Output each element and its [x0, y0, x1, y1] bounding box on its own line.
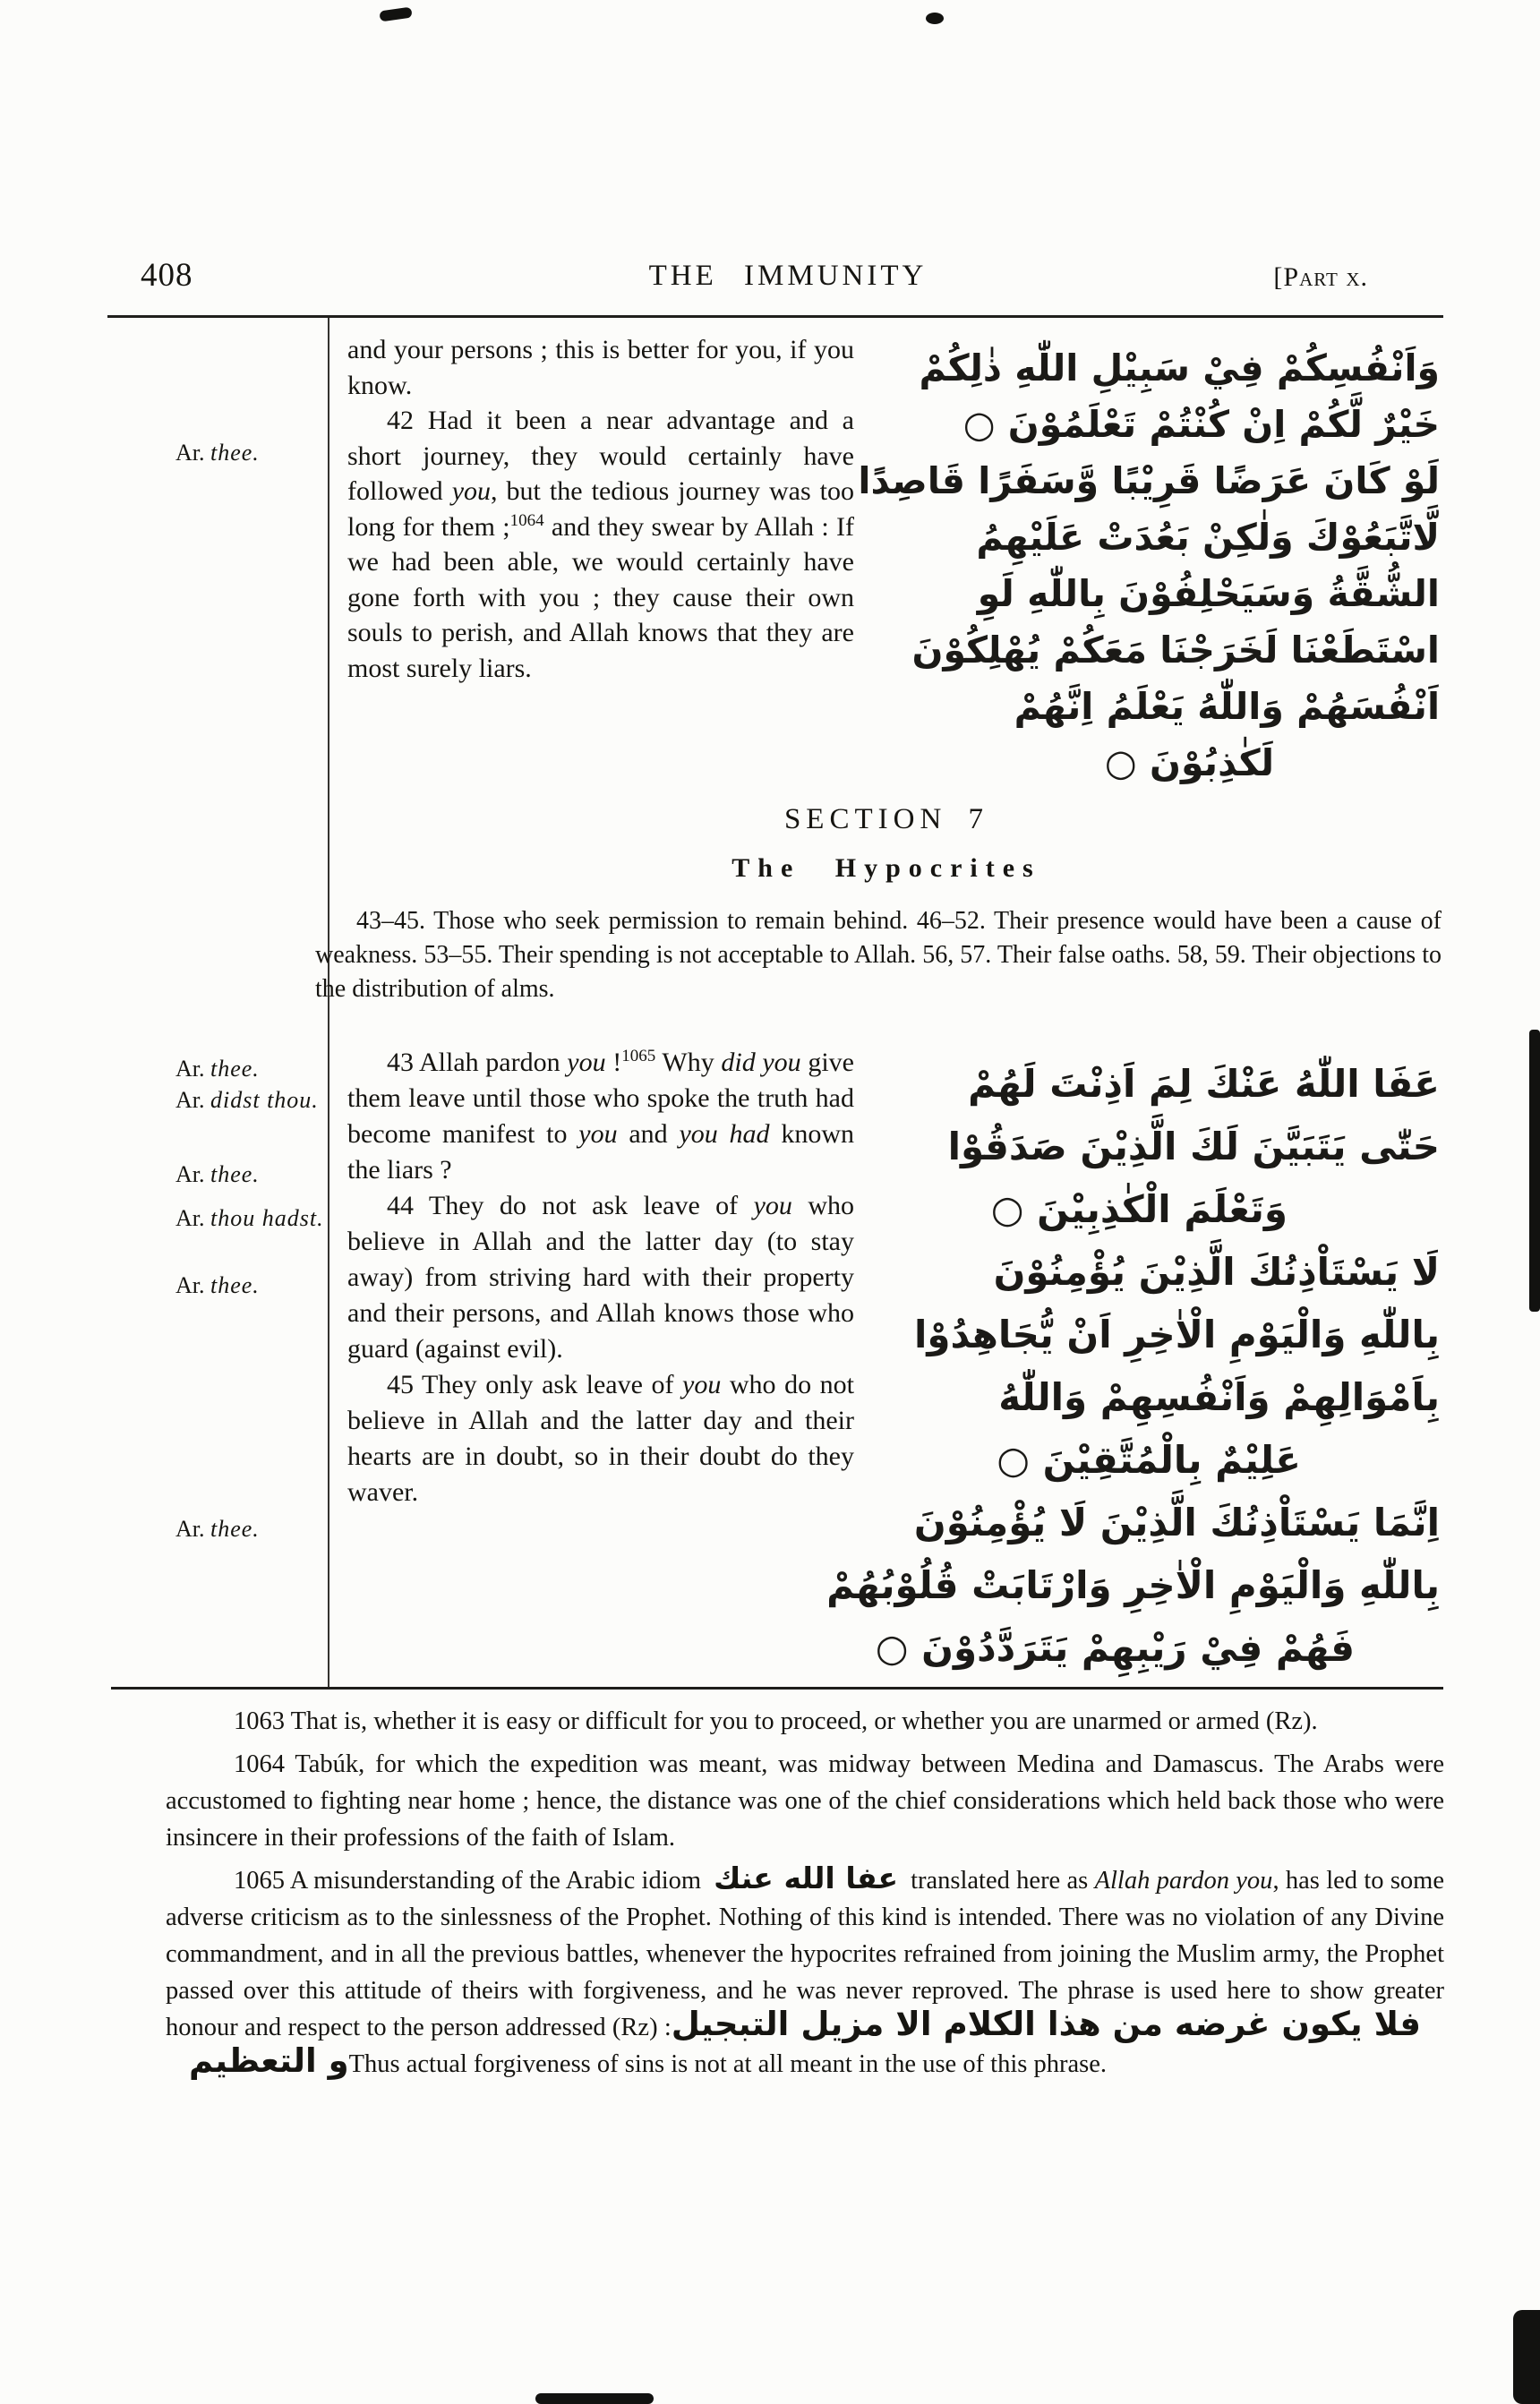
scan-artifact: [535, 2393, 654, 2404]
margin-note: [175, 438, 360, 468]
margin-note-term: thou hadst.: [210, 1205, 324, 1231]
arabic-line: وَاَنْفُسِكُمْ فِيْ سَبِيْلِ اللّٰهِ ذٰلِكُمْ: [919, 346, 1440, 389]
arabic-line: الشُّقَّةُ وَسَيَحْلِفُوْنَ بِاللّٰهِ لَوِ: [977, 572, 1440, 615]
page-number: 408: [141, 257, 193, 294]
margin-note-prefix: Ar.: [175, 440, 205, 466]
arabic-column-lower: [826, 1053, 1440, 1680]
header-rule: [107, 315, 1443, 318]
margin-note-term: thee.: [210, 1056, 260, 1082]
margin-note-term: thee.: [210, 1272, 260, 1298]
margin-note: [175, 1159, 360, 1190]
margin-note: [175, 1203, 360, 1234]
arabic-line: حَتّٰى يَتَبَيَّنَ لَكَ الَّذِيْنَ صَدَقُوْا: [947, 1125, 1440, 1168]
arabic-line: خَيْرٌ لَّكُمْ اِنْ كُنْتُمْ تَعْلَمُوْنَ ○: [962, 403, 1440, 446]
footnote-1065: 1065 A misunderstanding of the Arabic idiom عفا الله عنك translated here as Allah pardon you, has led to some adverse criticism as to the sinlessness of the Prophet. Nothing of this kind is intended. There was no violation of any Divine commandment, and in all the previous battles, whenever the hypocrites refrained from joining the Muslim army, the Prophet passed over this attitude of theirs with forgiveness, and he was never reproved. The phrase is used here to show greater honour and respect to the person addressed (Rz) :فلا يكون غرضه من هذا الكلام الا مزيل التبجيل و التعظيمThus actual forgiveness of sins is not at all meant in the use of this phrase.: [166, 1861, 1444, 2080]
arabic-line: لَّاتَّبَعُوْكَ وَلٰكِنْ بَعُدَتْ عَلَيْهِمُ: [976, 516, 1440, 559]
running-title: THE IMMUNITY: [648, 260, 928, 292]
section-summary: 43–45. Those who seek permission to remain behind. 46–52. Their presence would have been a cause of weakness. 53–55. Their spending is not acceptable to Allah. 56, 57. Their false oaths. 58, 59. Their objections to the distribution of alms.: [315, 907, 1442, 1003]
arabic-line: بِاللّٰهِ وَالْيَوْمِ الْاٰخِرِ وَارْتَابَتْ قُلُوْبُهُمْ: [826, 1563, 1440, 1607]
margin-note-prefix: Ar.: [175, 1272, 205, 1298]
verse-42: 42 Had it been a near advantage and a short journey, they would certainly have followed you, but the tedious journey was too long for them ;$^{1064}$ and they swear by Allah : If we had been able, we would certainly have gone forth with you ; they cause their own souls to perish, and Allah knows that they are most surely liars.: [347, 406, 855, 683]
arabic-line: لَوْ كَانَ عَرَضًا قَرِيْبًا وَّسَفَرًا قَاصِدًا: [858, 459, 1440, 502]
margin-note: [175, 1270, 360, 1301]
verse-41-continuation: and your persons ; this is better for you, if you know.: [347, 335, 854, 400]
footnote-ref-1064: 1064: [509, 510, 544, 530]
verse-44: 44 They do not ask leave of you who believe in Allah and the latter day (to stay away) from striving hard with their property and their persons, and Allah knows those who guard (against evil).: [347, 1191, 854, 1364]
scan-artifact: [1529, 1030, 1540, 1312]
arabic-line: لَا يَسْتَاْذِنُكَ الَّذِيْنَ يُؤْمِنُوْنَ: [993, 1250, 1440, 1294]
arabic-line: بِاَمْوَالِهِمْ وَاَنْفُسِهِمْ وَاللّٰهُ: [998, 1375, 1440, 1419]
footnote-1063: 1063 That is, whether it is easy or difficult for you to proceed, or whether you are unarmed or armed (Rz).: [234, 1707, 1318, 1735]
footnote-rule: [111, 1687, 1443, 1690]
scan-artifact: [1513, 2310, 1540, 2404]
arabic-line-verse-end: فَهُمْ فِيْ رَيْبِهِمْ يَتَرَدَّدُوْنَ ○: [875, 1626, 1355, 1670]
margin-note-term: thee.: [210, 440, 260, 466]
margin-note: [175, 1085, 360, 1116]
arabic-line: بِاللّٰهِ وَالْيَوْمِ الْاٰخِرِ اَنْ يُّجَاهِدُوْا: [914, 1313, 1440, 1356]
margin-note-prefix: Ar.: [175, 1205, 205, 1231]
footnote-ref-1065: 1065: [621, 1047, 656, 1065]
margin-note: [175, 1054, 360, 1084]
margin-note-prefix: Ar.: [175, 1056, 205, 1082]
arabic-line: اَنْفُسَهُمْ وَاللّٰهُ يَعْلَمُ اِنَّهُمْ: [1014, 685, 1440, 728]
margin-note-term: thee.: [210, 1516, 260, 1542]
inline-arabic-idiom: عفا الله عنك: [714, 1861, 899, 1895]
verse-43: 43 Allah pardon you !$^{1065}$ Why did you give them leave until those who spoke the truth had become manifest to you and you had known the liars ?: [347, 1047, 854, 1185]
arabic-line: اسْتَطَعْنَا لَخَرَجْنَا مَعَكُمْ يُهْلِكُوْنَ: [911, 629, 1440, 672]
footnotes: [166, 1703, 1444, 2089]
margin-note-term: thee.: [210, 1161, 260, 1187]
footnote-1064: 1064 Tabúk, for which the expedition was meant, was midway between Medina and Damascus. The Arabs were accustomed to fighting near home ; hence, the distance was one of the chief considerations which held back those who were insincere in their professions of the faith of Islam.: [166, 1750, 1444, 1852]
arabic-column-upper: [858, 340, 1440, 791]
margin-note-prefix: Ar.: [175, 1087, 205, 1113]
arabic-line-verse-end: لَكٰذِبُوْنَ ○: [1104, 741, 1274, 784]
section-heading: SECTION 7: [783, 803, 989, 835]
margin-note: [175, 1514, 360, 1544]
arabic-line: اِنَّمَا يَسْتَاْذِنُكَ الَّذِيْنَ لَا يُؤْمِنُوْنَ: [913, 1501, 1440, 1544]
margin-note-prefix: Ar.: [175, 1161, 205, 1187]
scan-artifact: [379, 7, 412, 22]
scan-artifact: [926, 13, 944, 24]
part-label: [Part x.: [1273, 262, 1368, 292]
margin-note-term: didst thou.: [210, 1087, 319, 1113]
section-subheading: The Hypocrites: [732, 853, 1041, 883]
inline-arabic-quotation: فلا يكون غرضه من هذا الكلام الا مزيل التبجيل و التعظيم: [189, 2005, 1421, 2080]
arabic-line-verse-end: عَلِيْمٌ بِالْمُتَّقِيْنَ ○: [997, 1438, 1301, 1482]
arabic-line: عَفَا اللّٰهُ عَنْكَ لِمَ اَذِنْتَ لَهُمْ: [968, 1062, 1440, 1106]
margin-note-prefix: Ar.: [175, 1516, 205, 1542]
translation-column-lower: [347, 1045, 854, 1510]
arabic-line-verse-end: وَتَعْلَمَ الْكٰذِبِيْنَ ○: [990, 1187, 1288, 1231]
translation-column-upper: [347, 332, 854, 686]
verse-45: 45 They only ask leave of you who do not believe in Allah and the latter day and their hearts are in doubt, so in their doubt do they waver.: [347, 1370, 855, 1507]
